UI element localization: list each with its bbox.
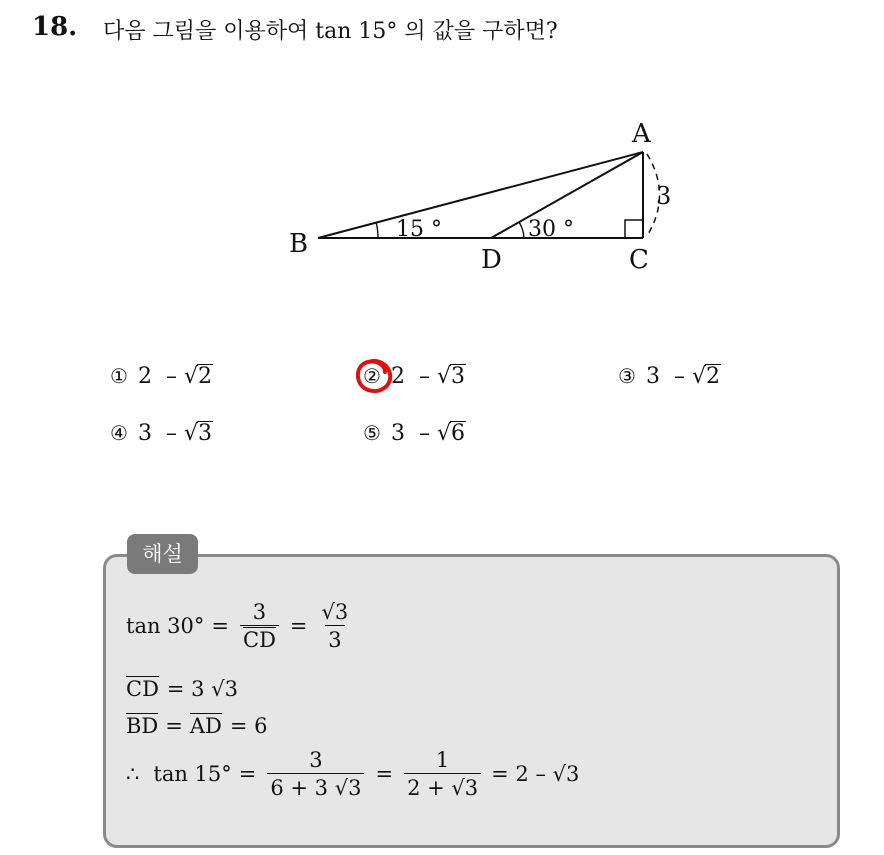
label-C: C: [629, 245, 649, 275]
answer-mark-circle: [350, 352, 400, 402]
solution-line-3: BD = AD = 6: [126, 713, 268, 738]
solution-line-2: CD = 3 √3: [126, 676, 238, 701]
choice-number: ⑤: [363, 421, 381, 445]
fraction: $\frac{3}{CD}$: [240, 600, 279, 652]
angle-arc-D: [519, 222, 524, 238]
choice-number: ③: [618, 364, 636, 388]
choice-2[interactable]: ② 2 – √3: [363, 364, 465, 389]
right-angle-mark: [625, 220, 643, 238]
fraction: $\frac{3}{6 + 3 √3}$: [267, 748, 364, 800]
choice-4[interactable]: ④ 3 – √3: [110, 421, 212, 446]
angle-B-label: 15 °: [396, 217, 442, 242]
side-length-label: 3: [656, 182, 672, 210]
choice-3[interactable]: ③ 3 – √2: [618, 364, 720, 389]
choice-number: ④: [110, 421, 128, 445]
fraction: $\frac{√3}{3}$: [321, 600, 349, 652]
solution-line-4: ∴ tan 15° = $\frac{3}{6 + 3 √3}$ = $\frac{1}{2 + √3}$ = 2 – √3: [126, 748, 580, 800]
angle-arc-B: [376, 222, 378, 238]
solution-tag: 해설: [127, 534, 198, 574]
choice-5[interactable]: ⑤ 3 – √6: [363, 421, 465, 446]
solution-box: [103, 554, 840, 848]
label-B: B: [289, 229, 309, 259]
question-number: 18.: [32, 12, 78, 42]
choice-1[interactable]: ① 2 – √2: [110, 364, 212, 389]
label-D: D: [481, 245, 502, 275]
question-text: 다음 그림을 이용하여 tan 15° 의 값을 구하면?: [103, 19, 558, 44]
choice-number: ①: [110, 364, 128, 388]
angle-D-label: 30 °: [528, 217, 574, 242]
fraction: $\frac{1}{2 + √3}$: [404, 748, 481, 800]
label-A: A: [632, 119, 651, 149]
choice-number: ②: [363, 364, 381, 388]
triangle-figure: [0, 0, 884, 330]
solution-line-1: tan 30° = $\frac{3}{CD}$ = $\frac{√3}{3}$: [126, 600, 355, 652]
segment-AB: [318, 152, 643, 238]
